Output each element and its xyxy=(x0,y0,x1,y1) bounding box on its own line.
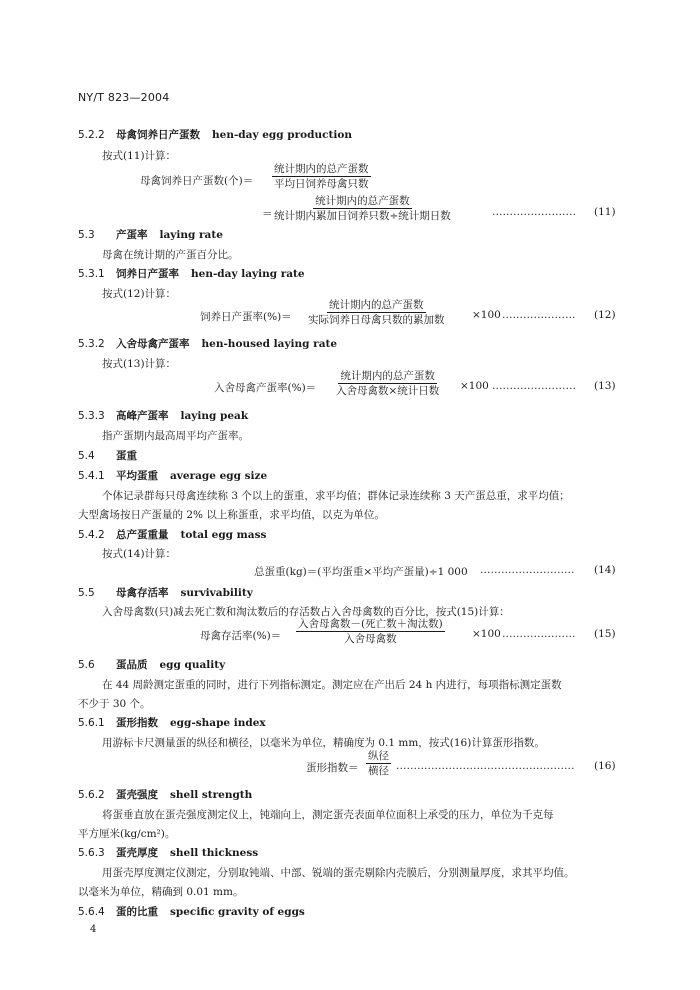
numerator: 入舍母禽数－(死亡数＋淘汰数) xyxy=(298,618,443,630)
section-title-en: laying rate xyxy=(159,229,223,241)
numerator: 统计期内的总产蛋数 xyxy=(340,370,435,382)
section-number: 5.3.3 xyxy=(78,410,105,422)
heading-5-4-2 xyxy=(78,527,266,542)
heading-5-2-2 xyxy=(78,127,352,142)
section-title-en: hen-housed laying rate xyxy=(201,338,338,350)
paragraph-line: 平方厘米(kg/cm²)。 xyxy=(78,828,176,840)
multiplier: ×100 xyxy=(472,309,501,321)
formula-intro: 按式(11)计算： xyxy=(102,150,177,162)
fraction xyxy=(272,195,453,222)
section-title-en: hen-day laying rate xyxy=(191,268,305,280)
section-number: 5.5 xyxy=(78,587,95,599)
fraction xyxy=(366,750,391,777)
section-title-zh: 母禽饲养日产蛋数 xyxy=(116,129,200,141)
formula-intro: 按式(14)计算： xyxy=(102,548,177,560)
section-number: 5.6.3 xyxy=(78,847,105,859)
heading-5-6 xyxy=(78,657,225,672)
heading-5-6-4 xyxy=(78,904,305,919)
section-title-en: specific gravity of eggs xyxy=(170,906,305,918)
leader-dots: ………………… xyxy=(502,309,576,321)
section-title-zh: 总产蛋重量 xyxy=(116,529,169,541)
section-title-en: survivability xyxy=(180,587,253,599)
paragraph-line: 大型禽场按日产蛋量的 2% 以上称蛋重，求平均值，以克为单位。 xyxy=(78,509,385,521)
denominator: 入舍母禽数×统计日数 xyxy=(336,385,440,397)
denominator: 实际饲养日母禽只数的累加数 xyxy=(308,314,445,326)
leader-dots: …………………… xyxy=(492,380,576,392)
equation-number: (14) xyxy=(594,564,616,576)
heading-5-6-3 xyxy=(78,845,258,860)
numerator: 纵径 xyxy=(368,750,389,762)
section-title-en: shell strength xyxy=(170,789,253,801)
multiplier: ×100 xyxy=(460,380,489,392)
paragraph-line: 个体记录群每只母禽连续称 3 个以上的蛋重，求平均值；群体记录连续称 3 天产蛋总重，求平均值； xyxy=(102,490,570,502)
section-title-en: egg-shape index xyxy=(170,717,266,729)
paragraph-line: 将蛋垂直放在蛋壳强度测定仪上，钝端向上，测定蛋壳表面单位面积上承受的压力，单位为千克每 xyxy=(102,809,554,821)
paragraph: 母禽在统计期的产蛋百分比。 xyxy=(102,249,239,261)
equation-number: (15) xyxy=(594,628,616,640)
heading-5-3 xyxy=(78,227,223,242)
section-title-zh: 平均蛋重 xyxy=(116,470,158,482)
section-number: 5.6.4 xyxy=(78,906,105,918)
section-title-zh: 蛋壳强度 xyxy=(116,789,158,801)
section-title-zh: 母禽存活率 xyxy=(116,587,169,599)
section-number: 5.6 xyxy=(78,659,95,671)
leader-dots: ………………… xyxy=(502,628,576,640)
heading-5-3-1 xyxy=(78,266,305,281)
equation-number: (16) xyxy=(594,760,616,772)
section-title-zh: 产蛋率 xyxy=(116,229,148,241)
paragraph: 用游标卡尺测量蛋的纵径和横径，以毫米为单位，精确度为 0.1 mm，按式(16)计算蛋形指数。 xyxy=(102,737,545,749)
formula: 总蛋重(kg)＝(平均蛋重×平均产蛋量)÷1 000 xyxy=(254,566,468,578)
formula-lhs: 母禽存活率(%)＝ xyxy=(200,630,282,642)
heading-5-4-1 xyxy=(78,468,267,483)
paragraph-line: 用蛋壳厚度测定仪测定，分别取钝端、中部、锐端的蛋壳剔除内壳膜后，分别测量厚度，求其平均值。 xyxy=(102,867,575,879)
fraction xyxy=(334,370,441,397)
denominator: 入舍母禽数 xyxy=(344,633,397,645)
denominator: 横径 xyxy=(368,765,389,777)
section-number: 5.2.2 xyxy=(78,129,105,141)
leader-dots: ……………………… xyxy=(480,564,575,576)
fraction xyxy=(296,618,445,645)
paragraph-line: 不少于 30 个。 xyxy=(78,698,151,710)
denominator: 平均日饲养母禽只数 xyxy=(274,178,369,190)
section-title-zh: 入舍母禽产蛋率 xyxy=(116,338,190,350)
section-number: 5.4.2 xyxy=(78,529,105,541)
section-number: 5.3 xyxy=(78,229,95,241)
heading-5-3-2 xyxy=(78,336,337,351)
formula-lhs: 饲养日产蛋率(%)＝ xyxy=(200,311,292,323)
fraction xyxy=(306,299,447,326)
heading-5-5 xyxy=(78,585,253,600)
section-title-zh: 饲养日产蛋率 xyxy=(116,268,179,280)
numerator: 统计期内的总产蛋数 xyxy=(329,299,424,311)
numerator: 统计期内的总产蛋数 xyxy=(315,195,410,207)
numerator: 统计期内的总产蛋数 xyxy=(274,163,369,175)
section-title-en: egg quality xyxy=(159,659,226,671)
section-number: 5.4.1 xyxy=(78,470,105,482)
section-title-en: total egg mass xyxy=(180,529,267,541)
section-title-zh: 蛋品质 xyxy=(116,659,148,671)
heading-5-3-3 xyxy=(78,408,248,423)
section-title-zh: 高峰产蛋率 xyxy=(116,410,169,422)
section-title-en: shell thickness xyxy=(170,847,259,859)
paragraph: 指产蛋期内最高周平均产蛋率。 xyxy=(102,430,249,442)
equation-number: (12) xyxy=(594,309,616,321)
equals-sign: ＝ xyxy=(262,208,273,220)
section-title-en: laying peak xyxy=(180,410,249,422)
equation-number: (11) xyxy=(594,206,616,218)
heading-5-4 xyxy=(78,448,137,463)
leader-dots: …………………………………………… xyxy=(396,760,575,772)
equation-number: (13) xyxy=(594,380,616,392)
denominator: 统计期内累加日饲养只数÷统计期日数 xyxy=(274,210,451,222)
section-title-zh: 蛋的比重 xyxy=(116,906,158,918)
formula-lhs: 蛋形指数＝ xyxy=(306,762,359,774)
section-title-zh: 蛋壳厚度 xyxy=(116,847,158,859)
formula-lhs: 入舍母禽产蛋率(%)＝ xyxy=(214,382,317,394)
paragraph: 入舍母禽数(只)减去死亡数和淘汰数后的存活数占入舍母禽数的百分比，按式(15)计算： xyxy=(102,606,510,618)
document-header: NY/T 823—2004 xyxy=(78,91,170,104)
heading-5-6-1 xyxy=(78,715,266,730)
section-title-en: hen-day egg production xyxy=(212,129,352,141)
section-number: 5.6.2 xyxy=(78,789,105,801)
section-number: 5.3.2 xyxy=(78,338,105,350)
section-number: 5.4 xyxy=(78,450,95,462)
section-title-en: average egg size xyxy=(170,470,268,482)
heading-5-6-2 xyxy=(78,787,252,802)
paragraph-line: 以毫米为单位，精确到 0.01 mm。 xyxy=(78,886,244,898)
section-title-zh: 蛋重 xyxy=(116,450,137,462)
fraction xyxy=(272,163,371,190)
formula-intro: 按式(13)计算： xyxy=(102,358,177,370)
page-number: 4 xyxy=(90,924,97,935)
leader-dots: …………………… xyxy=(492,206,576,218)
section-number: 5.6.1 xyxy=(78,717,105,729)
multiplier: ×100 xyxy=(472,628,501,640)
section-title-zh: 蛋形指数 xyxy=(116,717,158,729)
section-number: 5.3.1 xyxy=(78,268,105,280)
formula-lhs: 母禽饲养日产蛋数(个)＝ xyxy=(140,175,254,187)
paragraph-line: 在 44 周龄测定蛋重的同时，进行下列指标测定。测定应在产出后 24 h 内进行，每项指标测定蛋数 xyxy=(102,679,562,691)
formula-intro: 按式(12)计算： xyxy=(102,288,177,300)
